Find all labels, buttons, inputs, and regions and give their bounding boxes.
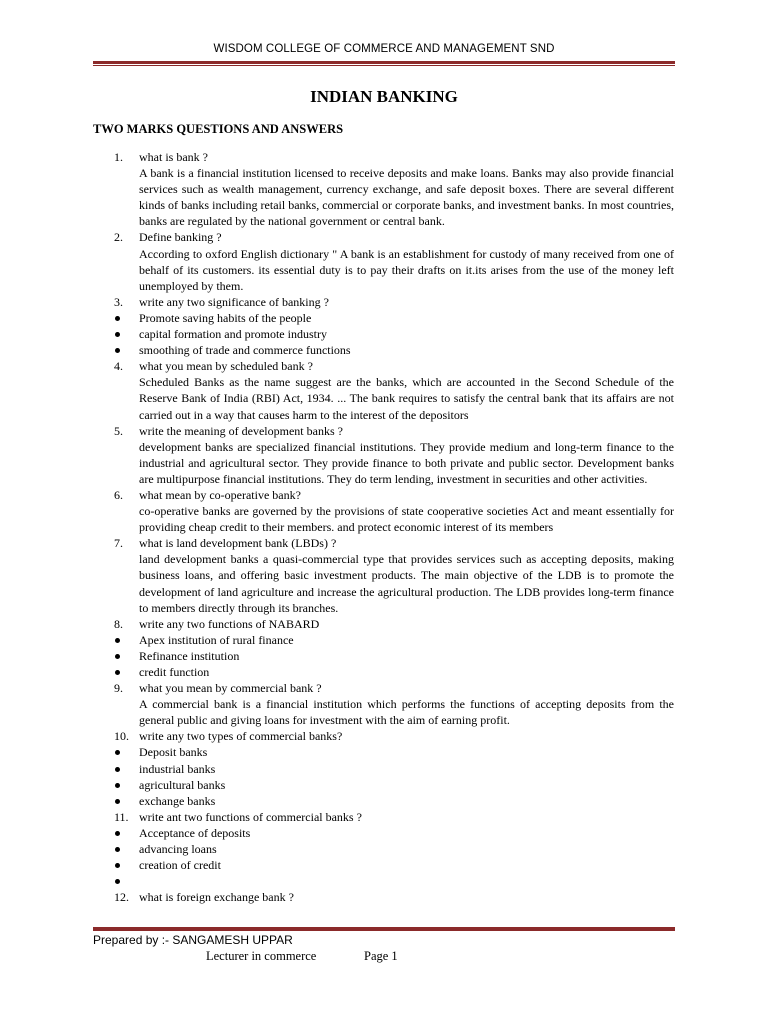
question-number: 6. <box>114 487 123 502</box>
question-list <box>93 149 674 905</box>
bullet-icon <box>115 638 120 643</box>
answer-text: A bank is a financial institution licensed to receive deposits and make loans. Banks may also provide financial services such as wealth management, currency exchange, and safe deposit boxes. There are several different kinds of banks including retail banks, commercial or corporate banks, and investment banks. In most countries, banks are regulated by the national government or central bank. <box>139 166 674 229</box>
question-item <box>93 889 674 905</box>
question-number: 4. <box>114 359 123 374</box>
question-item <box>93 728 674 744</box>
question-number: 12. <box>114 890 129 905</box>
bullet-text: industrial banks <box>139 761 216 776</box>
question-item <box>93 229 674 293</box>
question-item <box>93 294 674 310</box>
question-item <box>93 423 674 487</box>
question-text: write any two significance of banking ? <box>139 294 329 309</box>
bullet-item <box>93 326 674 342</box>
bullet-icon <box>115 831 120 836</box>
question-number: 3. <box>114 294 123 309</box>
bullet-text: Apex institution of rural finance <box>139 632 294 647</box>
bullet-icon <box>115 799 120 804</box>
footer-rule <box>93 926 675 931</box>
bullet-icon <box>115 847 120 852</box>
question-text: what is foreign exchange bank ? <box>139 890 294 905</box>
bullet-item <box>93 761 674 777</box>
bullet-icon <box>115 348 120 353</box>
answer-text: Scheduled Banks as the name suggest are the banks, which are accounted in the Second Schedule of the Reserve Bank of India (RBI) Act, 1934. ... The bank requires to satisfy the central bank that its affairs are not carried out in a way that causes harm to the interest of the depositors <box>139 375 674 422</box>
bullet-text: agricultural banks <box>139 777 226 792</box>
bullet-icon <box>115 750 120 755</box>
bullet-icon <box>115 332 120 337</box>
footer-prepared-by: Prepared by :- SANGAMESH UPPAR <box>93 933 293 947</box>
question-number: 10. <box>114 729 129 744</box>
question-text: write the meaning of development banks ? <box>139 423 343 438</box>
bullet-item <box>93 841 674 857</box>
bullet-text: creation of credit <box>139 858 221 873</box>
bullet-icon <box>115 767 120 772</box>
bullet-text: Acceptance of deposits <box>139 825 251 840</box>
bullet-text: advancing loans <box>139 842 217 857</box>
answer-text: According to oxford English dictionary " A bank is an establishment for custody of many received from one of behalf of its customers. its essential duty is to pay their drafts on it.its arises from the use of the money left unemployed by them. <box>139 246 674 293</box>
question-text: what is bank ? <box>139 150 208 164</box>
footer-designation: Lecturer in commerce <box>206 949 317 963</box>
question-text: what is land development bank (LBDs) ? <box>139 536 337 551</box>
question-text: what you mean by scheduled bank ? <box>139 359 313 374</box>
bullet-item <box>93 777 674 793</box>
question-item <box>93 809 674 825</box>
section-subtitle: TWO MARKS QUESTIONS AND ANSWERS <box>93 122 344 136</box>
bullet-text: Refinance institution <box>139 648 240 663</box>
bullet-text: exchange banks <box>139 793 216 808</box>
bullet-icon <box>115 783 120 788</box>
question-item <box>93 358 674 422</box>
bullet-text: Deposit banks <box>139 745 208 760</box>
question-number: 9. <box>114 681 123 696</box>
bullet-item <box>93 648 674 664</box>
bullet-item <box>93 857 674 873</box>
question-number: 1. <box>114 150 123 164</box>
bullet-text: smoothing of trade and commerce functions <box>139 343 351 358</box>
bullet-text: Promote saving habits of the people <box>139 310 312 325</box>
question-text: what you mean by commercial bank ? <box>139 681 322 696</box>
question-number: 5. <box>114 423 123 438</box>
bullet-list <box>93 310 674 358</box>
question-number: 7. <box>114 536 123 551</box>
page-number: Page 1 <box>364 949 398 963</box>
answer-text: land development banks a quasi-commercial type that provides services such as accepting deposits, making business loans, and offering basic investment products. The main objective of the LDB is to promote the development of land agriculture and increase the agricultural production. The LDB provides long-term finance to members directly through its branches. <box>139 552 674 615</box>
question-item <box>93 680 674 728</box>
document-header: WISDOM COLLEGE OF COMMERCE AND MANAGEMENT SND <box>213 43 555 55</box>
question-number: 11. <box>114 809 129 824</box>
bullet-item <box>93 310 674 326</box>
bullet-icon <box>115 316 120 321</box>
bullet-icon <box>115 670 120 675</box>
question-number: 8. <box>114 616 123 631</box>
bullet-icon <box>115 654 120 659</box>
bullet-icon <box>115 879 120 884</box>
question-item <box>93 616 674 632</box>
bullet-list <box>93 744 674 808</box>
bullet-item <box>93 825 674 841</box>
bullet-item <box>93 873 674 889</box>
bullet-list <box>93 825 674 889</box>
bullet-item <box>93 342 674 358</box>
question-item <box>93 487 674 535</box>
question-item <box>93 149 674 229</box>
question-text: write any two types of commercial banks? <box>139 729 343 744</box>
answer-text: A commercial bank is a financial institution which performs the functions of accepting deposits from the general public and giving loans for investment with the aim of earning profit. <box>139 697 674 728</box>
document-title: INDIAN BANKING <box>310 87 458 106</box>
question-item <box>93 535 674 615</box>
bullet-text: credit function <box>139 665 210 679</box>
bullet-item <box>93 664 674 680</box>
question-number: 2. <box>114 230 123 245</box>
bullet-item <box>93 744 674 760</box>
question-text: write any two functions of NABARD <box>139 616 320 631</box>
bullet-item <box>93 793 674 809</box>
bullet-icon <box>115 863 120 868</box>
question-text: Define banking ? <box>139 230 222 245</box>
bullet-text: capital formation and promote industry <box>139 327 327 342</box>
answer-text: development banks are specialized financial institutions. They provide medium and long-term finance to the industrial and agricultural sector. They provide finance to both private and public sector. Development banks are multipurpose financial institutions. They do term lending, investment in securities and other activities. <box>139 439 674 486</box>
answer-text: co-operative banks are governed by the provisions of state cooperative societies Act and meant essentially for providing cheap credit to their members. and protect economic interest of its members <box>139 504 674 535</box>
question-text: what mean by co-operative bank? <box>139 487 301 502</box>
bullet-item <box>93 632 674 648</box>
header-rule <box>93 61 675 66</box>
question-text: write ant two functions of commercial banks ? <box>139 809 362 824</box>
bullet-list <box>93 632 674 680</box>
